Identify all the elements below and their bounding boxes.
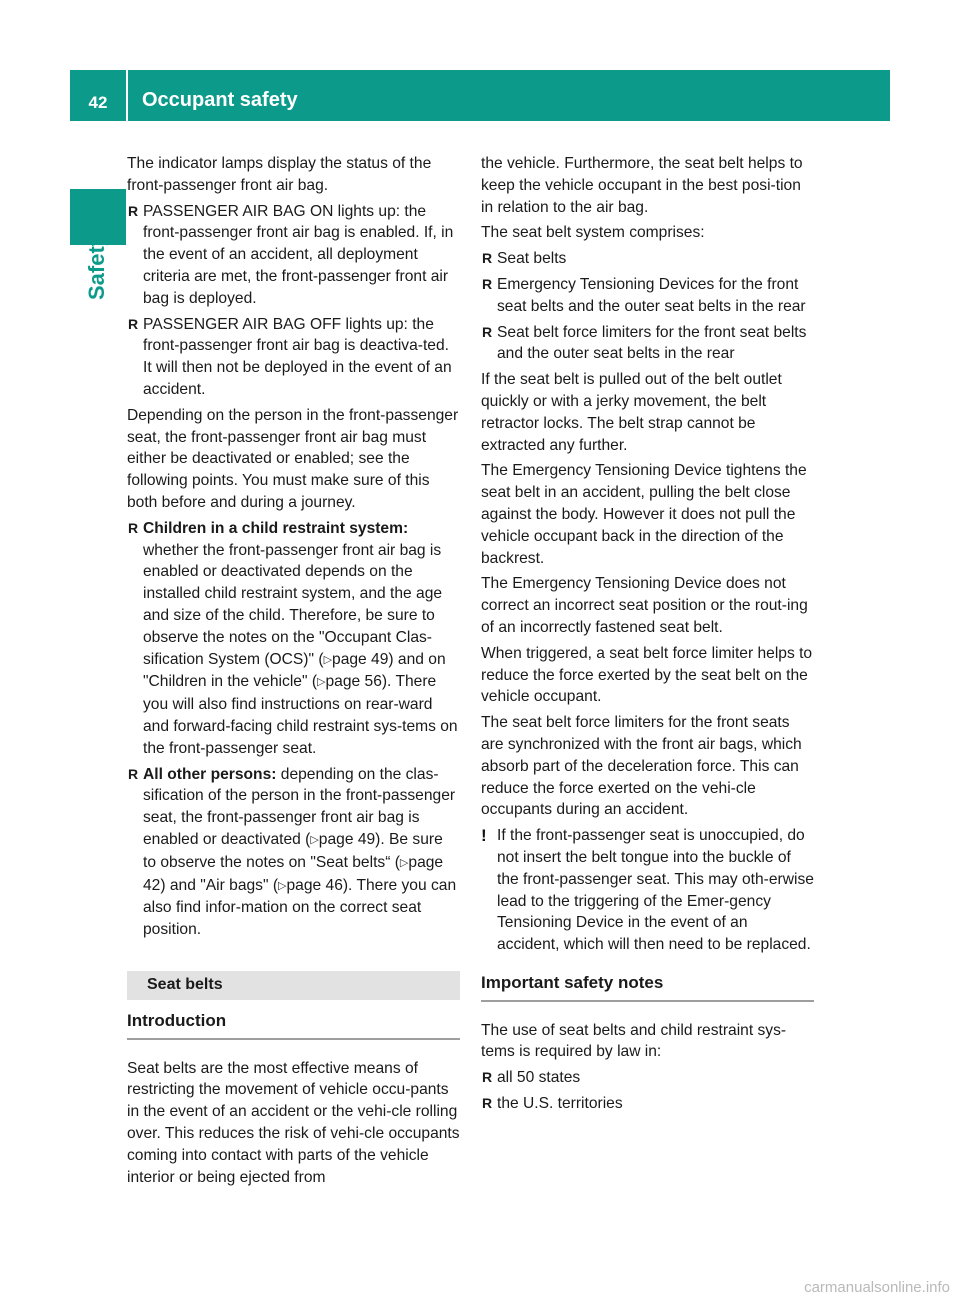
list-item: R Seat belts <box>481 248 814 270</box>
list-item: R Emergency Tensioning Devices for the front seat belts and the outer seat belts in the rear <box>481 274 814 318</box>
synchronized-paragraph: The seat belt force limiters for the front seats are synchronized with the front air bags, which absorb part of the deceleration force. This can reduce the force exerted on the vehi-cle occupants during an accident. <box>481 714 802 819</box>
left-column <box>127 153 460 1192</box>
intro-paragraph: The indicator lamps display the status of the front-passenger front air bag. <box>127 155 432 194</box>
introduction-paragraph: Seat belts are the most effective means of restricting the movement of vehicle occu-pants in the event of an accident or the vehi-cle rolling over. This reduces the risk of vehi-cle occupants coming into contact with parts of the vehicle interior or being ejected from <box>127 1059 460 1186</box>
list-item: R the U.S. territories <box>481 1093 814 1115</box>
warning-note <box>481 825 814 956</box>
belt-locks-paragraph: If the seat belt is pulled out of the belt outlet quickly or with a jerky movement, the belt retractor locks. The belt strap cannot be extracted any further. <box>481 371 782 454</box>
page-ref-arrow-icon: ▷ <box>278 879 287 892</box>
tensioning-limits-paragraph: The Emergency Tensioning Device does not correct an incorrect seat position or the rout-ing of an incorrectly fastened seat belt. <box>481 575 808 636</box>
section-heading-seat-belts: Seat belts <box>127 971 460 1000</box>
bullet-other-persons: R All other persons: depending on the clas-sification of the person in the front-passenger seat, the front-passenger front air bag is enabled or deactivated (▷page 49). Be sure to observe the notes on "Seat belts“ (▷page 42) and "Air bags" (▷page 46). There you can also find infor-mation on the correct seat position. <box>127 764 460 941</box>
page-number: 42 <box>88 93 108 112</box>
page-ref-arrow-icon: ▷ <box>310 833 319 846</box>
bullet-airbag-off: R PASSENGER AIR BAG OFF lights up: the front-passenger front air bag is deactiva-ted. It will then not be deployed in the event of an accident. <box>127 314 460 401</box>
others-title: All other persons: <box>143 765 277 783</box>
page-ref-link[interactable]: page 49). Be sure to observe the notes on "Seat belts“ ( <box>143 830 443 871</box>
continuation-paragraph: the vehicle. Furthermore, the seat belt helps to keep the vehicle occupant in the best posi-tion in relation to the air bag. <box>481 155 803 216</box>
page-ref-link[interactable]: page 49) and on "Children in the vehicle" ( <box>143 650 446 691</box>
list-item: R Seat belt force limiters for the front seat belts and the outer seat belts in the rear <box>481 322 814 366</box>
right-column <box>481 153 814 1119</box>
subheading-important-safety-notes: Important safety notes <box>481 972 814 1002</box>
warning-text: If the front-passenger seat is unoccupied, do not insert the belt tongue into the buckle of the front-passenger seat. This may oth-erwise lead to the triggering of the Emer-gency Tensioning Device in the event of an accident, which will then need to be replaced. <box>497 827 814 954</box>
page-ref-arrow-icon: ▷ <box>323 653 333 666</box>
page-ref-arrow-icon: ▷ <box>399 856 409 869</box>
tensioning-paragraph: The Emergency Tensioning Device tightens the seat belt in an accident, pulling the belt close against the body. However it does not pull the vehicle occupant back in the direction of the backrest. <box>481 462 807 567</box>
depending-paragraph: Depending on the person in the front-passenger seat, the front-passenger front air bag must either be deactivated or enabled; see the following points. You must make sure of this both before and during a journey. <box>127 406 459 511</box>
watermark: carmanualsonline.info <box>804 1279 950 1296</box>
bullet-airbag-on: R PASSENGER AIR BAG ON lights up: the front-passenger front air bag is enabled. If, in the event of an accident, all deployment criteria are met, the front-passenger front air bag is deployed. <box>127 201 460 310</box>
page-ref-link[interactable]: page 46). There you can also find infor-mation on the correct seat position. <box>143 876 457 939</box>
side-tab-label: Safety <box>84 233 109 300</box>
warning-icon: ! <box>481 826 487 846</box>
header-divider <box>126 70 128 121</box>
children-title: Children in a child restraint system: <box>143 519 409 537</box>
list-item: R all 50 states <box>481 1067 814 1089</box>
page-title: Occupant safety <box>142 89 298 111</box>
subheading-introduction: Introduction <box>127 1010 460 1040</box>
page-ref-arrow-icon: ▷ <box>317 676 326 689</box>
force-limiter-paragraph: When triggered, a seat belt force limiter helps to reduce the force exerted by the seat belt on the vehicle occupant. <box>481 644 813 706</box>
page-ref-link[interactable]: page 42) and "Air bags" ( <box>143 853 444 894</box>
law-paragraph: The use of seat belts and child restraint sys-tems is required by law in: <box>481 1021 787 1061</box>
bullet-children: R Children in a child restraint system: whether the front-passenger front air bag is enabled or deactivated depends on the installed child restraint system, and the age and size of the child. Therefore, be sure to observe the notes on the "Occupant Clas-sification System (OCS)" (▷page 49) and on "Children in the vehicle" (▷page 56). There you will also find instructions on rear-ward and forward-facing child restraint sys-tems on the front-passenger seat. <box>127 518 460 760</box>
comprises-paragraph: The seat belt system comprises: <box>481 224 705 242</box>
page-ref-link[interactable]: page 56). There you will also find instructions on rear-ward and forward-facing child restraint sys-tems on the front-passenger seat. <box>143 673 458 757</box>
